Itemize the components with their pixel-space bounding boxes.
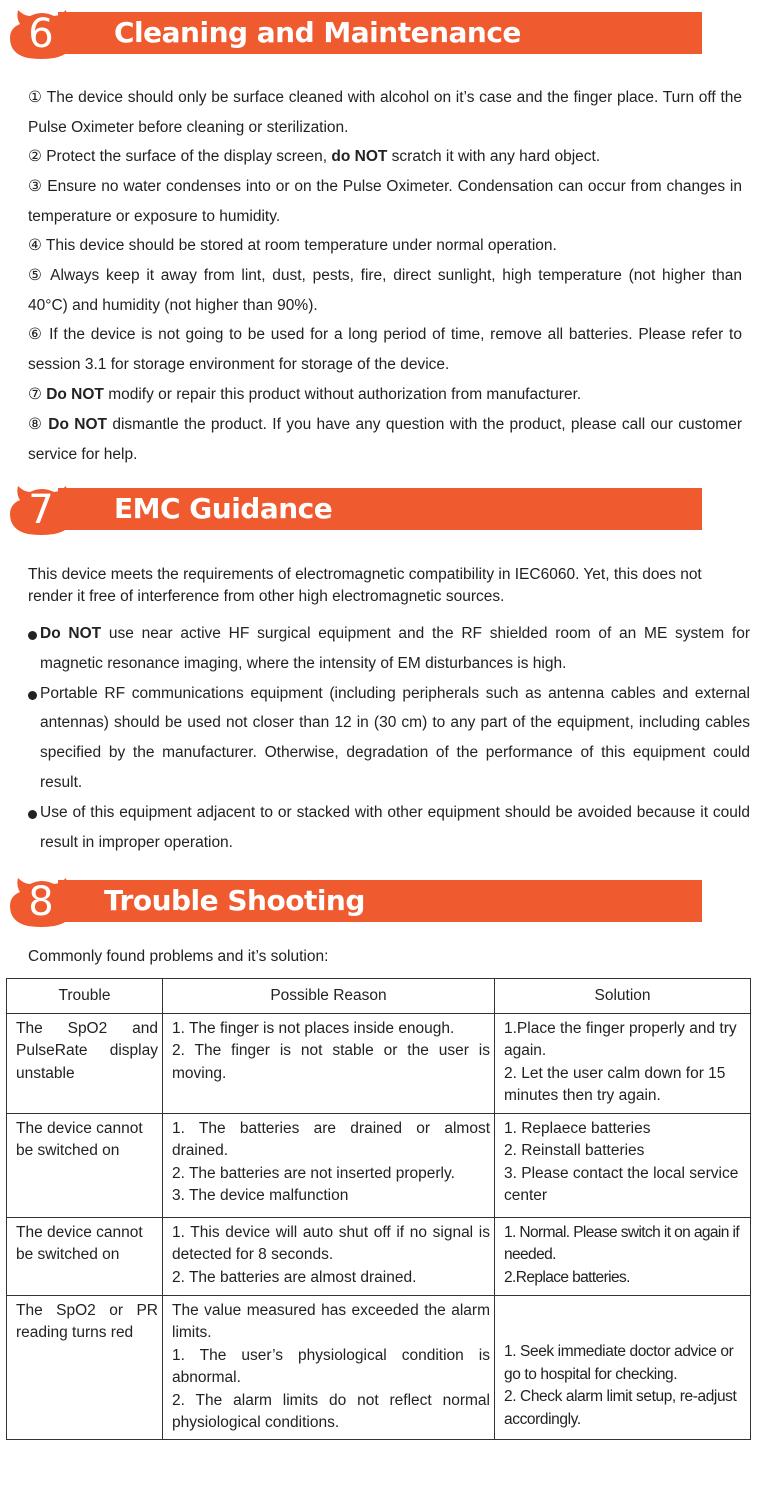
section-title: EMC Guidance — [114, 492, 333, 525]
table-header-row — [7, 979, 751, 1014]
bullet-dot-icon — [28, 810, 37, 819]
emc-bullet: Use of this equipment adjacent to or stacked with other equipment should be avoided because it could result in improper operation. — [28, 798, 750, 858]
column-header-trouble: Trouble — [7, 979, 163, 1014]
emc-bullet: Portable RF communications equipment (including peripherals such as antenna cables and external antennas) should be used not closer than 12 in (30 cm) to any part of the equipment, including cables specified by the manufacturer. Otherwise, degradation of the performance of this equipment could result. — [28, 679, 750, 798]
reason-cell: 1. The batteries are drained or almost drained. 2. The batteries are not inserted properly. 3. The device malfunction — [163, 1114, 495, 1218]
reason-cell: 1. The finger is not places inside enough. 2. The finger is not stable or the user is moving. — [163, 1014, 495, 1114]
trouble-cell: The SpO2 and PulseRate display unstable — [7, 1014, 163, 1114]
cleaning-item: ③ Ensure no water condenses into or on the Pulse Oximeter. Condensation can occur from changes in temperature or exposure to humidity. — [28, 178, 742, 225]
section-number-badge — [10, 6, 80, 62]
section-header-emc — [10, 482, 702, 534]
trouble-cell: The device cannot be switched on — [7, 1114, 163, 1218]
section-number: 6 — [28, 11, 54, 57]
solution-cell: 1. Replaece batteries 2. Reinstall batteries 3. Please contact the local service center — [495, 1114, 751, 1218]
table-row — [7, 1218, 751, 1296]
trouble-cell: The SpO2 or PR reading turns red — [7, 1296, 163, 1440]
cleaning-item: ⑦ Do NOT modify or repair this product without authorization from manufacturer. — [28, 386, 582, 403]
cleaning-item: ⑥ If the device is not going to be used for a long period of time, remove all batteries. Please refer to session 3.1 for storage environment for storage of the device. — [28, 326, 742, 373]
section-header-cleaning — [10, 6, 702, 58]
emc-intro: This device meets the requirements of electromagnetic compatibility in IEC6060. Yet, this does not render it free of interference from other high electromagnetic sources. — [28, 566, 702, 605]
table-row — [7, 1296, 751, 1440]
section-header-trouble — [10, 874, 702, 926]
solution-cell: 1.Place the finger properly and try again. 2. Let the user calm down for 15 minutes then try again. — [495, 1014, 751, 1114]
solution-cell: 1. Normal. Please switch it on again if needed. 2.Replace batteries. — [495, 1218, 751, 1296]
section-number-badge — [10, 482, 80, 538]
table-row — [7, 1114, 751, 1218]
trouble-cell: The device cannot be switched on — [7, 1218, 163, 1296]
section-title: Trouble Shooting — [104, 884, 365, 917]
cleaning-item: ⑤ Always keep it away from lint, dust, pests, fire, direct sunlight, high temperature (not higher than 40°C) and humidity (not higher than 90%). — [28, 267, 742, 314]
troubleshooting-intro: Commonly found problems and it’s solution: — [28, 948, 329, 965]
solution-cell: 1. Seek immediate doctor advice or go to hospital for checking. 2. Check alarm limit setup, re-adjust accordingly. — [495, 1296, 751, 1440]
bullet-dot-icon — [28, 691, 37, 700]
section-banner — [58, 12, 702, 54]
cleaning-item: ① The device should only be surface cleaned with alcohol on it’s case and the finger place. Turn off the Pulse Oximeter before cleaning or sterilization. — [28, 89, 742, 136]
section-banner — [58, 880, 702, 922]
emc-bullet-list — [28, 619, 750, 857]
bullet-dot-icon — [28, 631, 37, 640]
cleaning-item: ④ This device should be stored at room temperature under normal operation. — [28, 237, 557, 254]
reason-cell: 1. This device will auto shut off if no signal is detected for 8 seconds. 2. The batteries are almost drained. — [163, 1218, 495, 1296]
troubleshooting-table — [6, 978, 751, 1440]
section-banner — [58, 488, 702, 530]
section-number-badge — [10, 874, 80, 930]
section-number: 8 — [28, 879, 54, 925]
section-title: Cleaning and Maintenance — [114, 16, 521, 49]
section-number: 7 — [28, 487, 54, 533]
table-row — [7, 1014, 751, 1114]
cleaning-item: ⑧ Do NOT dismantle the product. If you have any question with the product, please call our customer service for help. — [28, 416, 742, 463]
column-header-solution: Solution — [495, 979, 751, 1014]
column-header-reason: Possible Reason — [163, 979, 495, 1014]
reason-cell: The value measured has exceeded the alarm limits. 1. The user’s physiological condition is abnormal. 2. The alarm limits do not reflect normal physiological conditions. — [163, 1296, 495, 1440]
emc-bullet: Do NOT use near active HF surgical equipment and the RF shielded room of an ME system for magnetic resonance imaging, where the intensity of EM disturbances is high. — [28, 619, 750, 679]
cleaning-item: ② Protect the surface of the display screen, do NOT scratch it with any hard object. — [28, 148, 601, 165]
